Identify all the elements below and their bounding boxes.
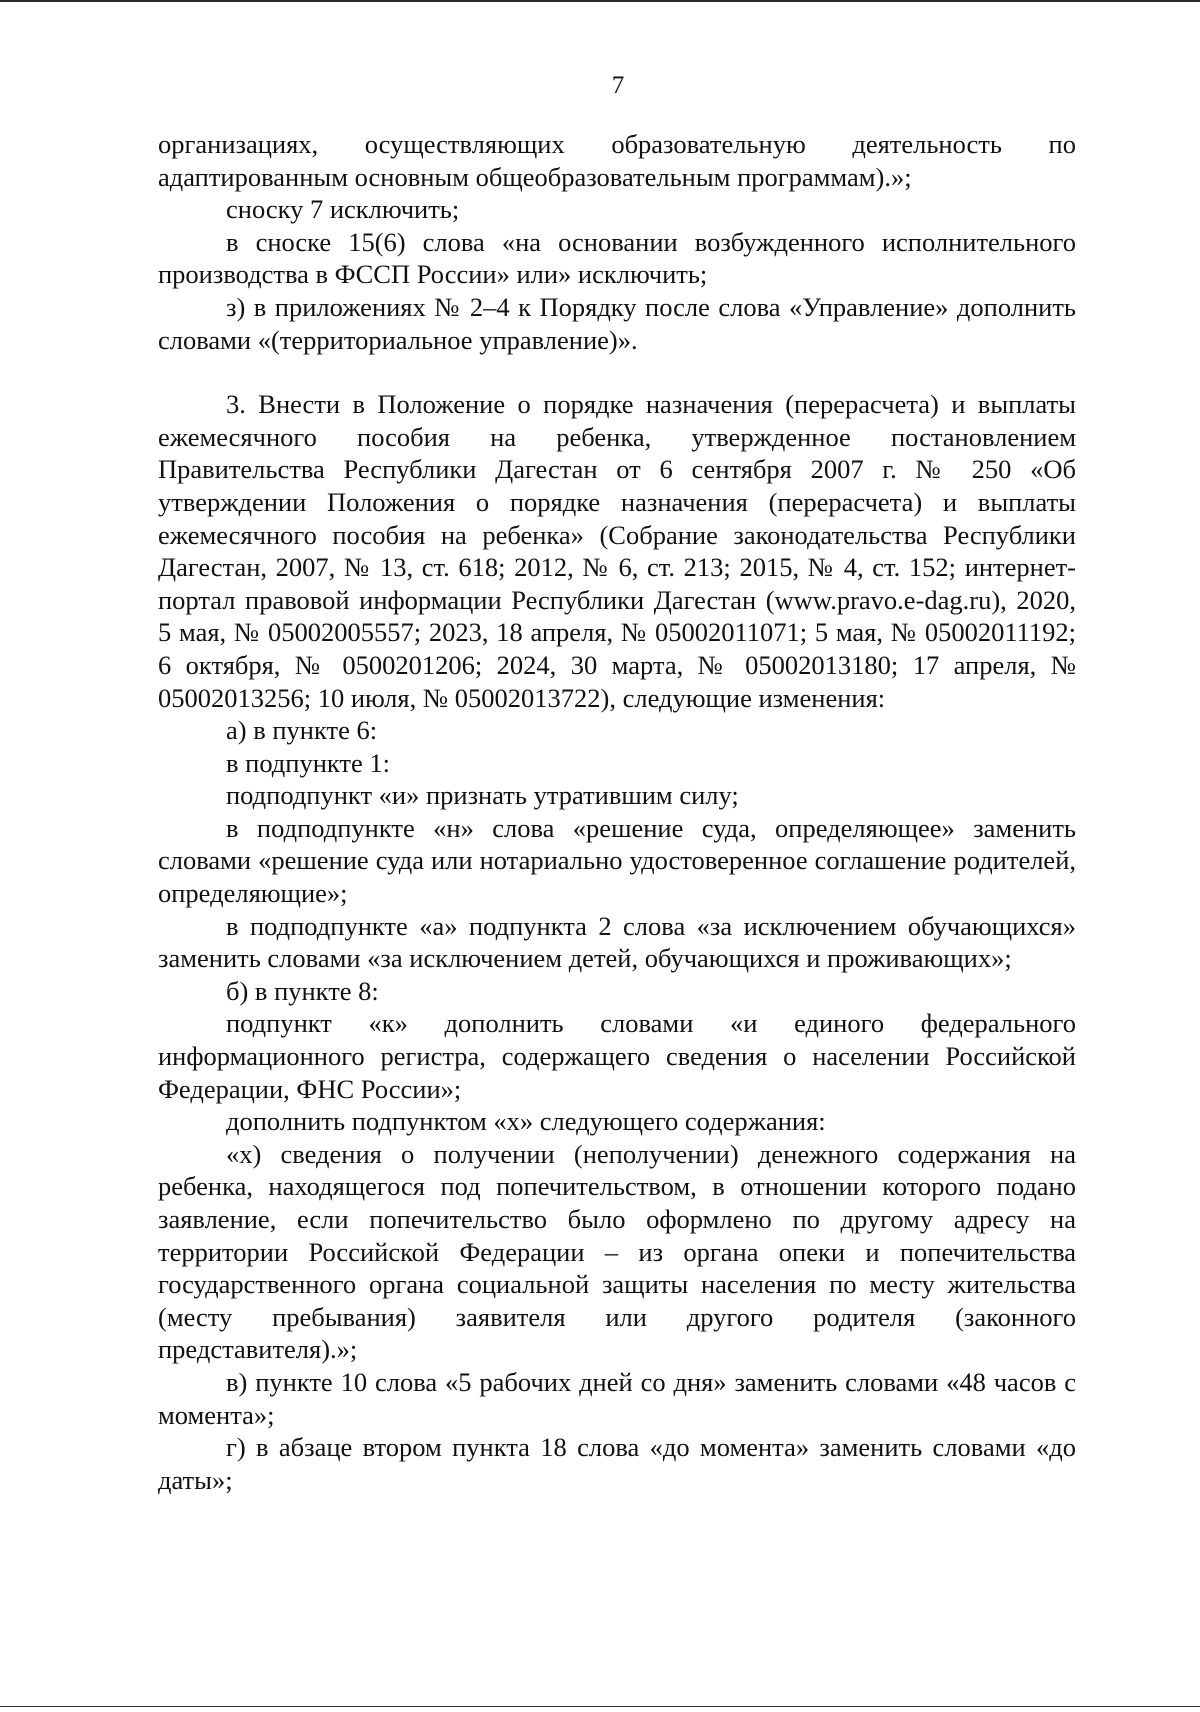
page-number: 7 (611, 72, 625, 99)
paragraph-item-b: б) в пункте 8: (226, 975, 379, 1006)
paragraph-add-subitem-x: дополнить подпунктом «х» следующего содержания: (226, 1106, 826, 1137)
paragraph-subitem-1: в подпункте 1: (226, 747, 391, 778)
paragraph-subsubitem-a: в подподпункте «а» подпункта 2 слова «за исключением обучающихся» заменить словами «за исключением детей, обучающихся и проживающих»; (158, 910, 1076, 974)
paragraph-subsubitem-i: подподпункт «и» признать утратившим силу; (226, 780, 739, 811)
paragraph-continuation: организациях, осуществляющих образовательную деятельность по адаптированным основным общеобразовательным программам).»; (158, 129, 1076, 192)
scan-edge-bottom (0, 1706, 1200, 1707)
scan-edge-top (0, 0, 1200, 2)
paragraph-subsubitem-n: в подподпункте «н» слова «решение суда, определяющее» заменить словами «решение суда или нотариально удостоверенное соглашение родителей, определяющие»; (158, 812, 1076, 909)
paragraph-item-v: в) пункте 10 слова «5 рабочих дней со дня» заменить словами «48 часов с момента»; (158, 1366, 1076, 1430)
paragraph-item-g: г) в абзаце втором пункта 18 слова «до момента» заменить словами «до даты»; (158, 1432, 1076, 1495)
document-body (158, 128, 1076, 1496)
paragraph-section-3: 3. Внести в Положение о порядке назначения (перерасчета) и выплаты ежемесячного пособия на ребенка, утвержденное постановлением Правительства Республики Дагестан от 6 сентября 2007 г. № 250 «Об утверждении Положения о порядке назначения (перерасчета) и выплаты ежемесячного пособия на ребенка» (Собрание законодательства Республики Дагестан, 2007, № 13, ст. 618; 2012, № 6, ст. 213; 2015, № 4, ст. 152; интернет-портал правовой информации Республики Дагестан (www.pravo.e-dag.ru), 2020, 5 мая, № 05002005557; 2023, 18 апреля, № 05002011071; 5 мая, № 05002011192; 6 октября, № 0500201206; 2024, 30 марта, № 05002013180; 17 апреля, № 05002013256; 10 июля, № 05002013722), следующие изменения: (158, 389, 1076, 713)
paragraph-item-a: а) в пункте 6: (226, 715, 378, 746)
paragraph-subitem-x-text: «х) сведения о получении (неполучении) денежного содержания на ребенка, находящегося под попечительством, в отношении которого подано заявление, если попечительство было оформлено по другому адресу на территории Российской Федерации – из органа опеки и попечительства государственного органа социальной защиты населения по месту жительства (месту пребывания) заявителя или другого родителя (законного представителя).»; (158, 1138, 1076, 1365)
paragraph-footnote-15-6: в сноске 15(6) слова «на основании возбужденного исполнительного производства в ФССП России» или» исключить; (158, 226, 1076, 290)
paragraph-subitem-k: подпункт «к» дополнить словами «и единого федерального информационного регистра, содержащего сведения о населении Российской Федерации, ФНС России»; (158, 1008, 1076, 1104)
paragraph-item-z: з) в приложениях № 2–4 к Порядку после слова «Управление» дополнить словами «(территориальное управление)». (158, 291, 1076, 355)
paragraph-footnote-7: сноску 7 исключить; (226, 194, 460, 225)
